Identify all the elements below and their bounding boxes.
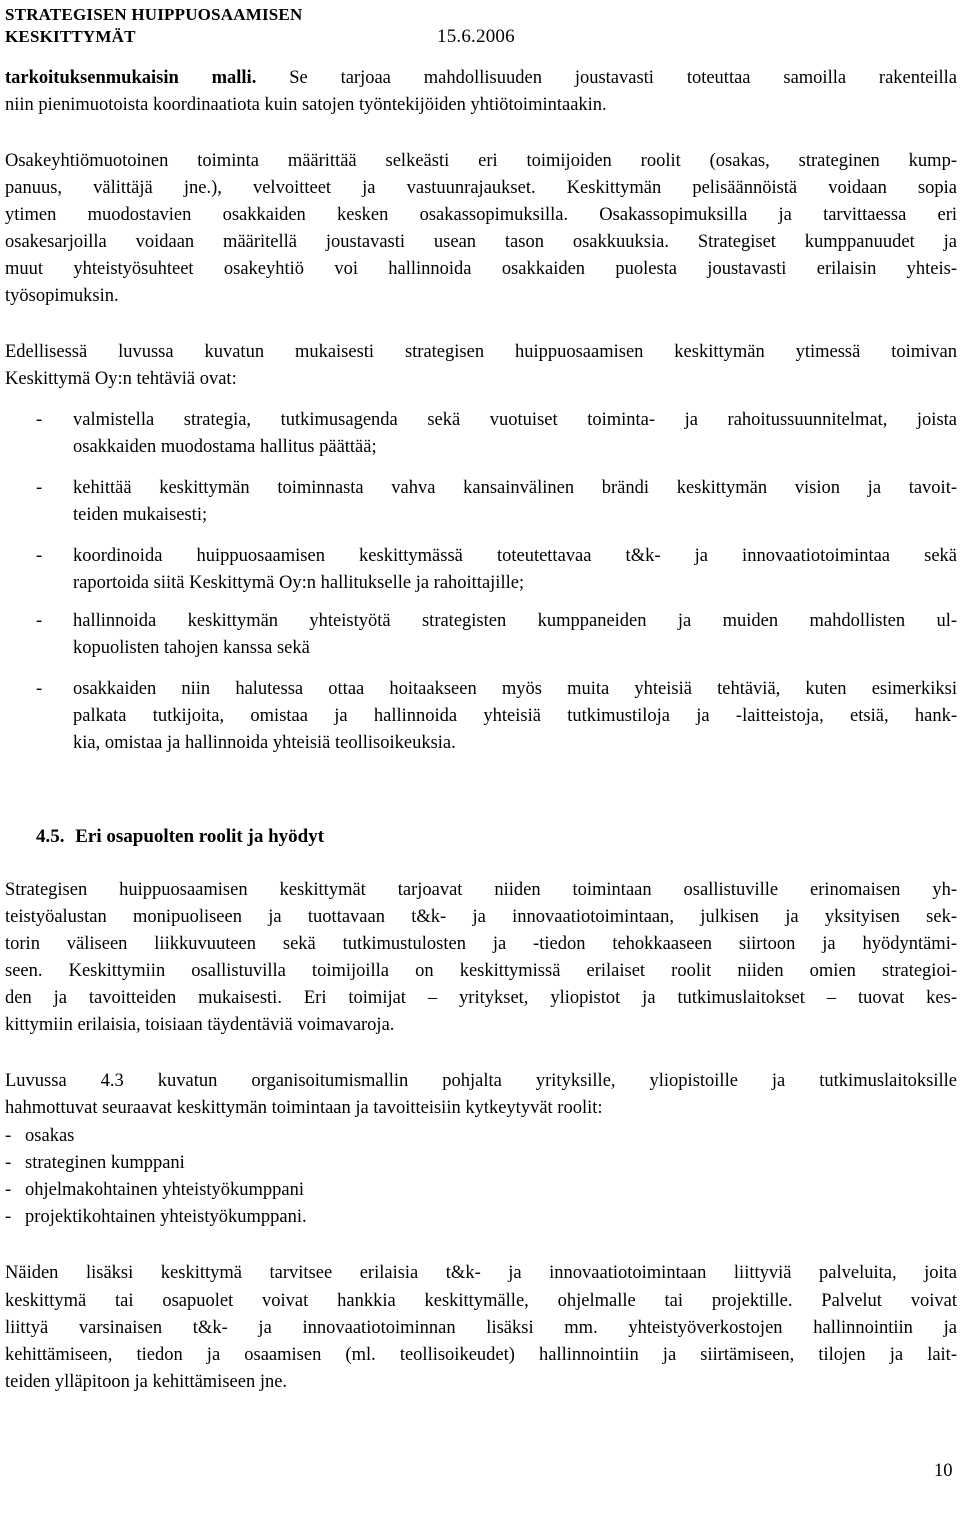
para4-line: teistyöalustan monipuoliseen ja tuottavaan t&k- ja innovaatiotoimintaan, julkisen ja yksityisen sek- bbox=[5, 907, 957, 927]
role-item: - ohjelmakohtainen yhteistyökumppani bbox=[5, 1180, 305, 1200]
role-item: - osakas bbox=[5, 1126, 75, 1146]
task-item-line: hallinnoida keskittymän yhteistyötä strategisten kumppaneiden ja muiden mahdollisten ul- bbox=[73, 611, 957, 631]
para1-line1 bbox=[5, 67, 957, 89]
task-item-line: osakkaiden muodostama hallitus päättää; bbox=[73, 437, 377, 457]
para4-line: kittymiin erilaisia, toisiaan täydentäviä voimavaroja. bbox=[5, 1015, 395, 1035]
para6-line: liittyä varsinaisen t&k- ja innovaatiotoiminnan lisäksi mm. yhteistyöverkostojen hallinnointiin ja bbox=[5, 1318, 957, 1338]
task-item-line: koordinoida huippuosaamisen keskittymässä toteutettavaa t&k- ja innovaatiotoimintaa sekä bbox=[73, 546, 957, 566]
task-item-line: kopuolisten tahojen kanssa sekä bbox=[73, 638, 310, 658]
para4-line: Strategisen huippuosaamisen keskittymät tarjoavat niiden toimintaan osallistuville erinomaisen yh- bbox=[5, 880, 957, 900]
para4-line: seen. Keskittymiin osallistuvilla toimijoilla on keskittymissä erilaiset roolit niiden omien strategioi- bbox=[5, 961, 957, 981]
header-date: 15.6.2006 bbox=[437, 26, 515, 47]
task-item-line: valmistella strategia, tutkimusagenda sekä vuotuiset toiminta- ja rahoitussuunnitelmat, joista bbox=[73, 410, 957, 430]
section-title: Eri osapuolten roolit ja hyödyt bbox=[75, 826, 325, 847]
task-item-line: osakkaiden niin halutessa ottaa hoitaakseen myös muita yhteisiä tehtäviä, kuten esimerkiksi bbox=[73, 679, 957, 699]
para6-line: Näiden lisäksi keskittymä tarvitsee erilaisia t&k- ja innovaatiotoimintaan liittyviä palveluita, joita bbox=[5, 1263, 957, 1283]
list-dash: - bbox=[36, 410, 43, 430]
role-item: - projektikohtainen yhteistyökumppani. bbox=[5, 1207, 307, 1227]
list-dash: - bbox=[36, 679, 43, 699]
para2-line: muut yhteistyösuhteet osakeyhtiö voi hallinnoida osakkaiden puolesta joustavasti erilaisin yhteis- bbox=[5, 259, 957, 279]
para2-line: työsopimuksin. bbox=[5, 286, 119, 306]
task-item-line: raportoida siitä Keskittymä Oy:n hallitukselle ja rahoittajille; bbox=[73, 573, 525, 593]
para2-line: osakesarjoilla voidaan määritellä joustavasti usean tason osakkuuksia. Strategiset kumppanuudet ja bbox=[5, 232, 957, 252]
para6-line: keskittymä tai osapuolet voivat hankkia keskittymälle, ohjelmalle tai projektille. Palvelut voivat bbox=[5, 1291, 957, 1311]
para2-line: panuus, välittäjä jne.), velvoitteet ja vastuunrajaukset. Keskittymän pelisäännöistä voidaan sopia bbox=[5, 178, 957, 198]
list-dash: - bbox=[36, 611, 43, 631]
task-item-line: kehittää keskittymän toiminnasta vahva kansainvälinen brändi keskittymän vision ja tavoit- bbox=[73, 478, 957, 498]
list-dash: - bbox=[36, 478, 43, 498]
list-dash: - bbox=[36, 546, 43, 566]
para4-line: den ja tavoitteiden mukaisesti. Eri toimijat – yritykset, yliopistot ja tutkimuslaitokset – tuovat kes- bbox=[5, 988, 957, 1008]
para6-line: teiden ylläpitoon ja kehittämiseen jne. bbox=[5, 1372, 288, 1392]
para2-line: ytimen muodostavien osakkaiden kesken osakassopimuksilla. Osakassopimuksilla ja tarvittaessa eri bbox=[5, 205, 957, 225]
header-title-line2: KESKITTYMÄT bbox=[5, 27, 136, 46]
para1-line2: niin pienimuotoista koordinaatiota kuin satojen työntekijöiden yhtiötoimintaakin. bbox=[5, 95, 607, 115]
role-item: - strateginen kumppani bbox=[5, 1153, 185, 1173]
header-title-line1: STRATEGISEN HUIPPUOSAAMISEN bbox=[5, 5, 303, 24]
para5-line: Luvussa 4.3 kuvatun organisoitumismallin pohjalta yrityksille, yliopistoille ja tutkimuslaitoksille bbox=[5, 1071, 957, 1091]
section-heading bbox=[36, 825, 324, 849]
task-item-line: teiden mukaisesti; bbox=[73, 505, 208, 525]
task-item-line: palkata tutkijoita, omistaa ja hallinnoida yhteisiä tutkimustiloja ja -laitteistoja, etsiä, hank- bbox=[73, 706, 957, 726]
para6-line: kehittämiseen, tiedon ja osaamisen (ml. teollisoikeudet) hallinnointiin ja siirtämiseen, tilojen ja lait- bbox=[5, 1345, 957, 1365]
para3-line: Edellisessä luvussa kuvatun mukaisesti strategisen huippuosaamisen keskittymän ytimessä toimivan bbox=[5, 342, 957, 362]
running-header bbox=[5, 4, 515, 48]
task-item-line: kia, omistaa ja hallinnoida yhteisiä teollisoikeuksia. bbox=[73, 733, 456, 753]
para4-line: torin väliseen liikkuvuuteen sekä tutkimustulosten ja -tiedon tehokkaaseen siirtoon ja hyödyntämi- bbox=[5, 934, 957, 954]
para1-bold-lead: tarkoituksenmukaisin malli. bbox=[5, 68, 257, 88]
section-number: 4.5. bbox=[36, 826, 65, 847]
para1-line1-rest: Se tarjoaa mahdollisuuden joustavasti toteuttaa samoilla rakenteilla bbox=[256, 68, 958, 88]
para3-line: Keskittymä Oy:n tehtäviä ovat: bbox=[5, 369, 237, 389]
page-number: 10 bbox=[934, 1461, 953, 1481]
para2-line: Osakeyhtiömuotoinen toiminta määrittää selkeästi eri toimijoiden roolit (osakas, strateginen kump- bbox=[5, 151, 957, 171]
para5-line: hahmottuvat seuraavat keskittymän toimintaan ja tavoitteisiin kytkeytyvät roolit: bbox=[5, 1098, 603, 1118]
